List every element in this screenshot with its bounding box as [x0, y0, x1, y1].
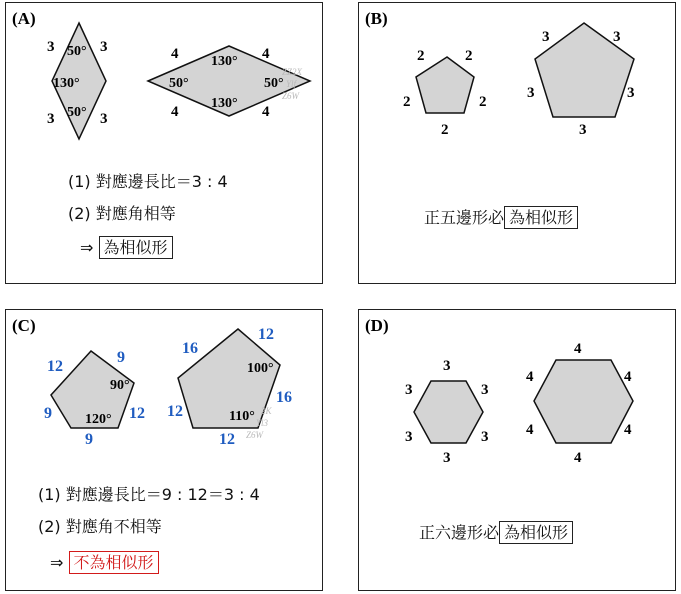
panel-a [5, 2, 323, 284]
angle-label: 50° [67, 105, 87, 120]
small-hexagon [414, 381, 483, 443]
side-label: 12 [129, 405, 145, 422]
watermark-text: Z6W [282, 91, 300, 101]
side-label: 2 [441, 122, 449, 138]
side-label: 3 [481, 429, 489, 445]
angle-label: 50° [264, 76, 284, 91]
side-label: 3 [613, 29, 621, 45]
side-label: 2 [417, 48, 425, 64]
side-label: 2 [403, 94, 411, 110]
side-label: 4 [526, 422, 534, 438]
side-label: 3 [527, 85, 535, 101]
watermark-text: Yl3 [256, 418, 269, 428]
side-label: 9 [85, 431, 93, 448]
small-pentagon [416, 57, 474, 113]
watermark-text: ZZ2X [282, 67, 303, 77]
panel-label: (D) [365, 316, 389, 335]
side-label: 9 [117, 349, 125, 366]
angle-label: 110° [229, 409, 255, 424]
angle-label: 130° [53, 76, 80, 91]
side-label: 12 [219, 431, 235, 448]
side-label: 3 [47, 111, 55, 127]
angle-label: 130° [211, 54, 238, 69]
conclusion-box: 為相似形 [504, 206, 578, 229]
side-label: 3 [405, 429, 413, 445]
angle-label: 100° [247, 361, 274, 376]
conclusion-line [424, 205, 578, 228]
side-label: 4 [262, 46, 270, 62]
panel-label: (C) [12, 316, 36, 335]
side-label: 4 [526, 369, 534, 385]
side-label: 4 [171, 46, 179, 62]
side-label: 2 [465, 48, 473, 64]
side-label: 16 [276, 389, 292, 406]
side-label: 3 [100, 39, 108, 55]
watermark-text: Z6W [246, 430, 264, 440]
side-label: 3 [47, 39, 55, 55]
panel-d [358, 309, 676, 591]
side-label: 3 [405, 382, 413, 398]
side-label: 3 [542, 29, 550, 45]
conclusion-line [50, 550, 159, 573]
angle-label: 120° [85, 412, 112, 427]
conclusion-box: 為相似形 [99, 236, 173, 259]
angle-label: 50° [169, 76, 189, 91]
ratio-statement: (1) 對應邊長比＝3 : 4 [68, 172, 228, 191]
watermark-text: Ylf [286, 79, 297, 89]
angle-label: 50° [67, 44, 87, 59]
side-label: 12 [258, 326, 274, 343]
side-label: 4 [171, 104, 179, 120]
ratio-statement: (1) 對應邊長比＝9 : 12＝3 : 4 [38, 485, 260, 504]
panel-b-figure [359, 3, 677, 285]
panel-d-figure [359, 310, 677, 592]
side-label: 3 [627, 85, 635, 101]
angle-statement: (2) 對應角不相等 [38, 517, 162, 536]
large-hexagon [534, 360, 633, 443]
side-label: 3 [443, 450, 451, 466]
side-label: 3 [481, 382, 489, 398]
side-label: 3 [100, 111, 108, 127]
side-label: 12 [47, 358, 63, 375]
side-label: 2 [479, 94, 487, 110]
angle-label: 90° [110, 378, 130, 393]
side-label: 4 [574, 450, 582, 466]
angle-statement: (2) 對應角相等 [68, 204, 176, 223]
regular-hexagon-text: 正六邊形必 [419, 523, 500, 542]
angle-label: 130° [211, 96, 238, 111]
implies-arrow: ⇒ [50, 553, 64, 572]
conclusion-box: 為相似形 [499, 521, 573, 544]
panel-label: (B) [365, 9, 388, 28]
regular-pentagon-text: 正五邊形必 [424, 208, 505, 227]
conclusion-box: 不為相似形 [69, 551, 159, 574]
panel-label: (A) [12, 9, 36, 28]
side-label: 4 [624, 369, 632, 385]
side-label: 3 [579, 122, 587, 138]
side-label: 4 [262, 104, 270, 120]
watermark-text: 2K [261, 406, 272, 416]
conclusion-line [80, 235, 173, 258]
side-label: 3 [443, 358, 451, 374]
implies-arrow: ⇒ [80, 238, 94, 257]
side-label: 16 [182, 340, 198, 357]
conclusion-line [419, 520, 573, 543]
side-label: 12 [167, 403, 183, 420]
panel-b [358, 2, 676, 284]
side-label: 4 [624, 422, 632, 438]
side-label: 9 [44, 405, 52, 422]
side-label: 4 [574, 341, 582, 357]
panel-c [5, 309, 323, 591]
